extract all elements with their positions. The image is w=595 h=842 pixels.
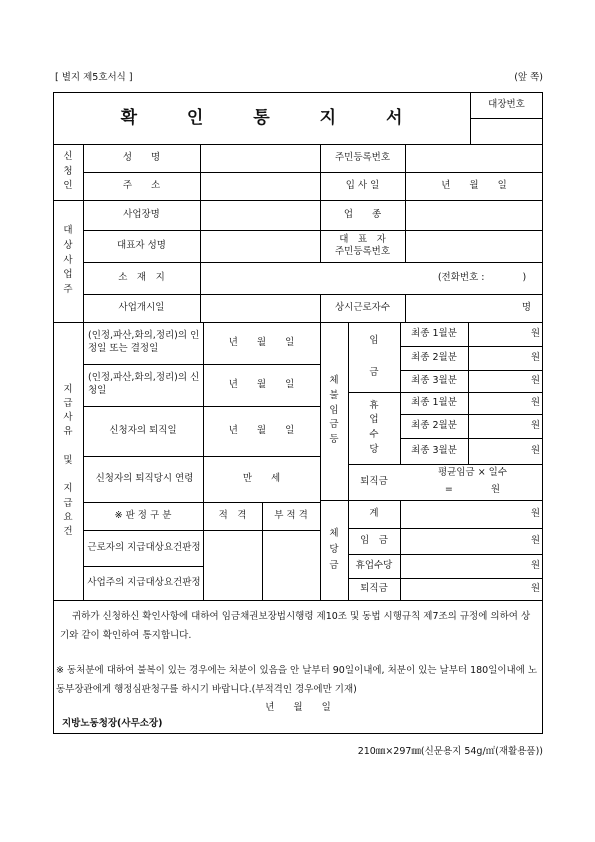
payable-severance-field[interactable]: 원 <box>530 582 540 594</box>
application-date-field[interactable]: 년 월 일 <box>228 378 295 390</box>
hire-date-field[interactable]: 년 월 일 <box>441 179 507 191</box>
appeal-notice: ※ 동처분에 대하여 불복이 있는 경우에는 처분이 있음을 안 날부터 90일이내에, 처분이 있는 날부터 180일이내에 노동부장관에게 행정심판청구를 하시기 바랍니다.(부적격인 경우에만 기재) <box>56 665 538 695</box>
eligible-column-label: 적 격 <box>218 509 247 521</box>
representative-rrn-field[interactable] <box>406 231 542 261</box>
applicant-rrn-field[interactable] <box>406 145 542 171</box>
decision-date-field[interactable]: 년 월 일 <box>228 336 295 348</box>
representative-name-label: 대표자 성명 <box>117 239 166 251</box>
payable-total-field[interactable]: 원 <box>530 507 540 519</box>
payable-total-label: 계 <box>369 507 379 519</box>
workplace-name-field[interactable] <box>201 201 319 229</box>
applicant-section-label: 신 청 인 <box>63 150 73 192</box>
business-section-label: 대 상 사 업 주 <box>63 225 73 296</box>
payable-severance-label: 퇴직금 <box>360 582 388 594</box>
retirement-date-label: 신청자의 퇴직일 <box>109 424 177 436</box>
paper-spec: 210㎜×297㎜(신문용지 54g/㎡(재활용품)) <box>357 745 543 757</box>
regular-workers-label: 상시근로자수 <box>334 301 391 313</box>
phone-number-label: (전화번호 : ) <box>437 271 527 283</box>
applicant-name-label: 성 명 <box>122 151 161 163</box>
payable-allowance-field[interactable]: 원 <box>530 559 540 571</box>
register-number-field[interactable] <box>471 119 542 143</box>
page-side: (앞 쪽) <box>514 71 543 83</box>
business-start-date-label: 사업개시일 <box>118 301 165 313</box>
wage-last-3-month-label: 최종 3월분 <box>411 374 457 386</box>
allowance-last-1-month-label: 최종 1월분 <box>411 396 457 408</box>
retirement-age-label: 신청자의 퇴직당시 연령 <box>95 472 194 484</box>
regular-workers-field[interactable]: 명 <box>521 301 531 313</box>
allowance-last-3-month-field[interactable]: 원 <box>530 444 540 456</box>
issuing-office: 지방노동청장(사무소장) <box>62 717 163 729</box>
payable-wage-label: 임 금 <box>360 534 388 546</box>
business-start-date-field[interactable] <box>201 295 319 321</box>
industry-label: 업 종 <box>343 208 382 220</box>
decision-date-label: (인정,파산,화의,정리)의 인정일 또는 결정일 <box>88 330 200 354</box>
unpaid-wages-section-label: 체 불 임 금 등 <box>329 375 339 446</box>
applicant-name-field[interactable] <box>201 145 319 171</box>
severance-formula: 평균임금 × 일수 <box>437 467 508 479</box>
wage-last-1-month-label: 최종 1월분 <box>411 327 457 339</box>
wage-last-2-month-label: 최종 2월분 <box>411 351 457 363</box>
worker-requirement-label: 근로자의 지급대상요건판정 <box>87 541 201 553</box>
judgment-type-label: ※ 판 정 구 분 <box>114 509 172 521</box>
workplace-name-label: 사업장명 <box>123 208 160 220</box>
applicant-address-label: 주 소 <box>122 179 161 191</box>
wage-last-3-month-field[interactable]: 원 <box>530 374 540 386</box>
applicant-address-field[interactable] <box>201 173 319 199</box>
ineligible-column-label: 부 적 격 <box>274 509 308 521</box>
notice-date: 년 월 일 <box>265 701 331 713</box>
representative-name-field[interactable] <box>201 231 319 261</box>
allowance-last-3-month-label: 최종 3월분 <box>411 444 457 456</box>
severance-result-field[interactable]: = 원 <box>444 484 501 496</box>
employer-requirement-label: 사업주의 지급대상요건판정 <box>87 576 201 588</box>
application-date-label: (인정,파산,화의,정리)의 신청일 <box>88 372 200 396</box>
form-number: [ 별지 제5호서식 ] <box>55 71 133 83</box>
industry-field[interactable] <box>406 201 542 229</box>
allowance-last-1-month-field[interactable]: 원 <box>530 396 540 408</box>
representative-rrn-label: 대 표 자 주민등록번호 <box>334 233 391 257</box>
location-field[interactable] <box>201 263 421 293</box>
location-label: 소 재 지 <box>118 271 165 283</box>
register-number-label: 대장번호 <box>488 98 525 110</box>
unpaid-wage-label: 임 금 <box>369 334 379 379</box>
ineligible-checkbox-area[interactable] <box>263 531 319 599</box>
payable-allowance-label: 휴업수당 <box>355 559 393 571</box>
allowance-last-2-month-field[interactable]: 원 <box>530 419 540 431</box>
document-title: 확 인 통 지 서 <box>120 107 425 128</box>
allowance-last-2-month-label: 최종 2월분 <box>411 419 457 431</box>
substitute-payment-section-label: 체 당 금 <box>329 527 339 572</box>
retirement-age-field[interactable]: 만 세 <box>242 472 281 484</box>
wage-last-1-month-field[interactable]: 원 <box>530 327 540 339</box>
hire-date-label: 입 사 일 <box>345 179 380 191</box>
unpaid-allowance-label: 휴 업 수 당 <box>369 399 379 455</box>
payment-reason-section-label: 지 급 사 유 및 지 급 요 건 <box>63 383 73 538</box>
unpaid-severance-label: 퇴직금 <box>360 475 388 487</box>
payable-wage-field[interactable]: 원 <box>530 534 540 546</box>
retirement-date-field[interactable]: 년 월 일 <box>228 424 295 436</box>
eligible-checkbox-area[interactable] <box>204 531 261 599</box>
applicant-rrn-label: 주민등록번호 <box>334 151 391 163</box>
notice-body: 귀하가 신청하신 확인사항에 대하여 임금채권보장법시행령 제10조 및 동법 시행규칙 제7조의 규정에 의하여 상기와 같이 확인하여 통지합니다. <box>60 611 531 641</box>
wage-last-2-month-field[interactable]: 원 <box>530 351 540 363</box>
